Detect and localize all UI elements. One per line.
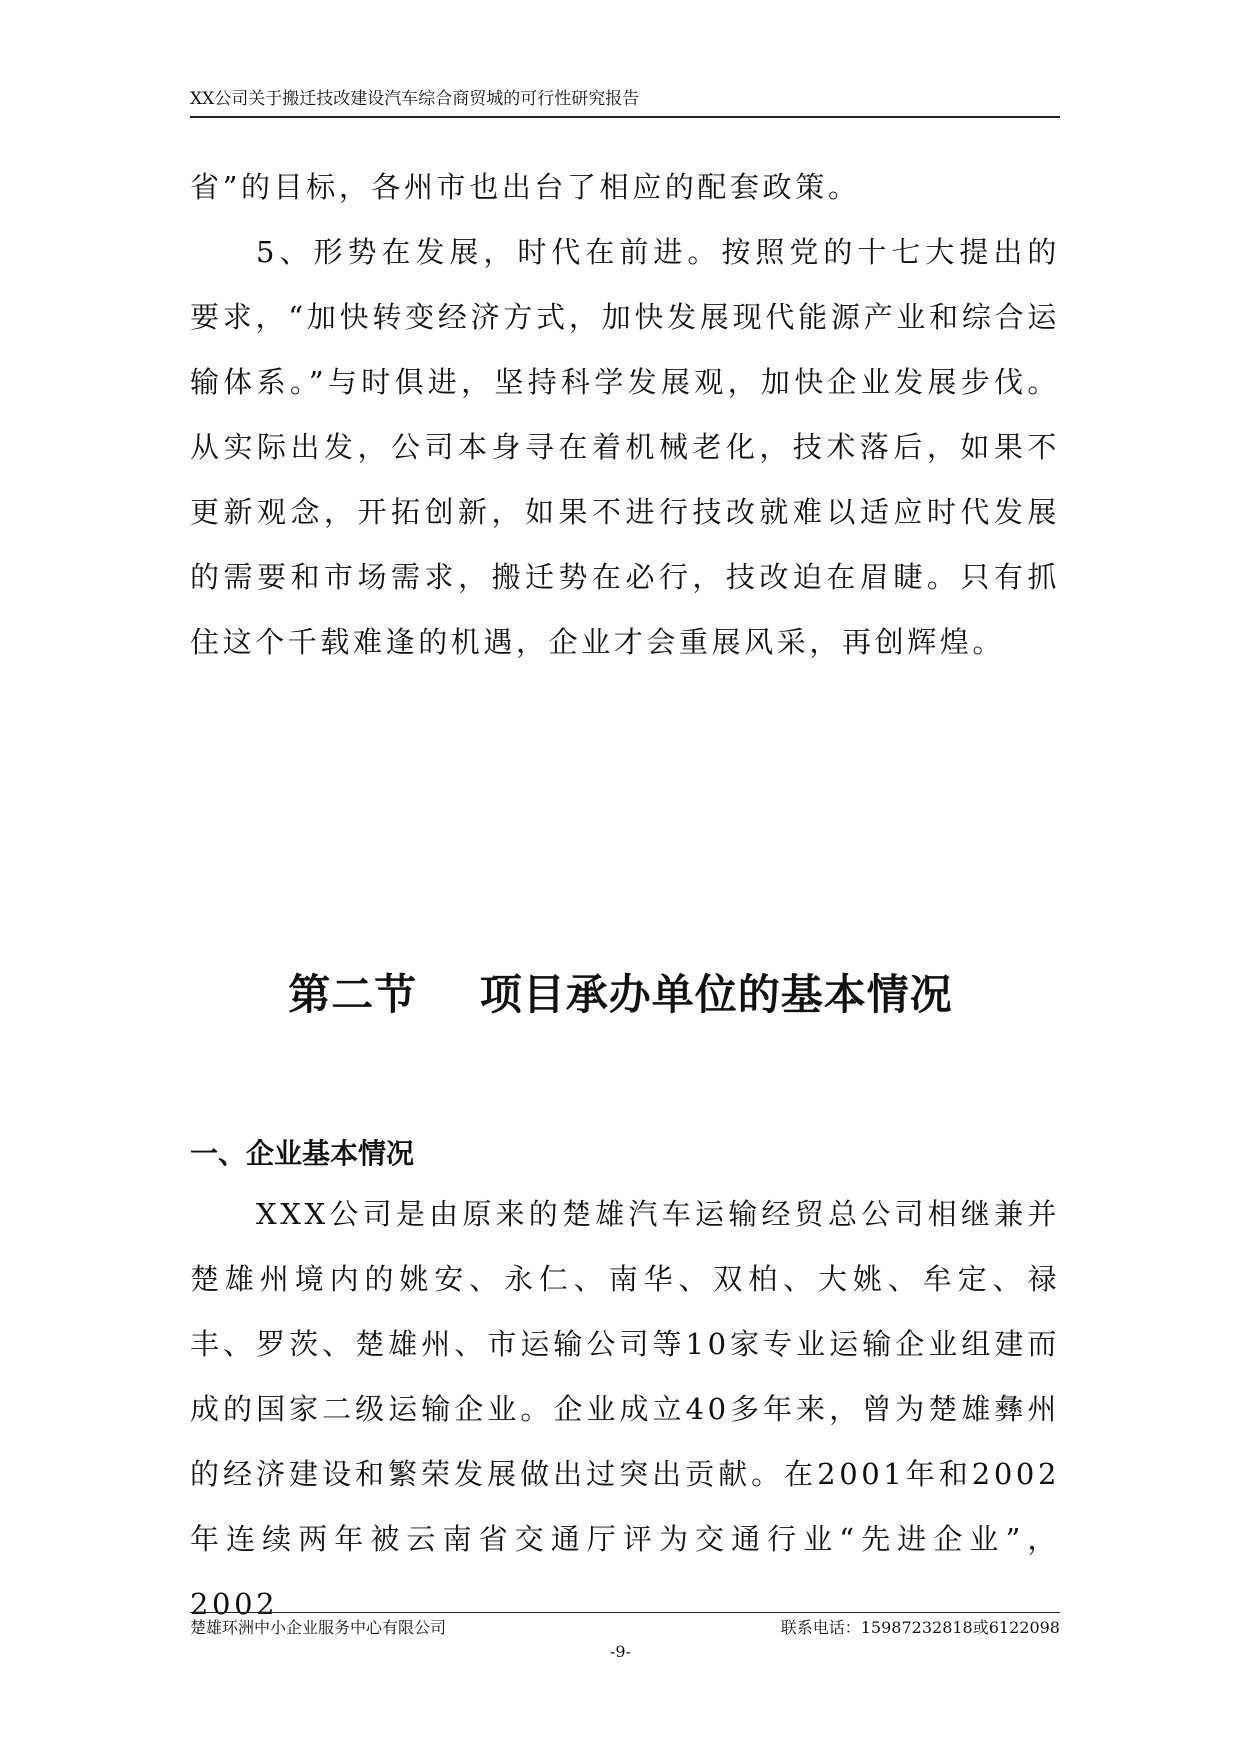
page-header bbox=[190, 86, 1060, 118]
body-text-block bbox=[190, 155, 1060, 675]
footer-contact: 联系电话：15987232818或6122098 bbox=[780, 1618, 1060, 1637]
paragraph: XXX公司是由原来的楚雄汽车运输经贸总公司相继兼并楚雄州境内的姚安、永仁、南华、双柏、大姚、牟定、禄丰、罗茨、楚雄州、市运输公司等10家专业运输企业组建而成的国家二级运输企业。企业成立40多年来，曾为楚雄彝州的经济建设和繁荣发展做出过突出贡献。在2001年和2002年连续两年被云南省交通厅评为交通行业“先进企业”，2002 bbox=[190, 1197, 1060, 1621]
paragraph: 5、形势在发展，时代在前进。按照党的十七大提出的要求，“加快转变经济方式，加快发展现代能源产业和综合运输体系。”与时俱进，坚持科学发展观，加快企业发展步伐。从实际出发，公司本身寻在着机械老化，技术落后，如果不更新观念，开拓创新，如果不进行技改就难以适应时代发展的需要和市场需求，搬迁势在必行，技改迫在眉睫。只有抓住这个千载难逢的机遇，企业才会重展风采，再创辉煌。 bbox=[190, 235, 1060, 659]
header-title: XX公司关于搬迁技改建设汽车综合商贸城的可行性研究报告 bbox=[190, 89, 640, 109]
section-title: 第二节 项目承办单位的基本情况 bbox=[288, 970, 953, 1019]
page-footer bbox=[190, 1612, 1060, 1637]
subsection-heading: 一、企业基本情况 bbox=[190, 1137, 415, 1170]
footer-company: 楚雄环洲中小企业服务中心有限公司 bbox=[190, 1618, 447, 1637]
paragraph: 省”的目标，各州市也出台了相应的配套政策。 bbox=[190, 170, 861, 204]
body-text-block bbox=[190, 1182, 1060, 1637]
page-number: -9- bbox=[610, 1642, 631, 1661]
